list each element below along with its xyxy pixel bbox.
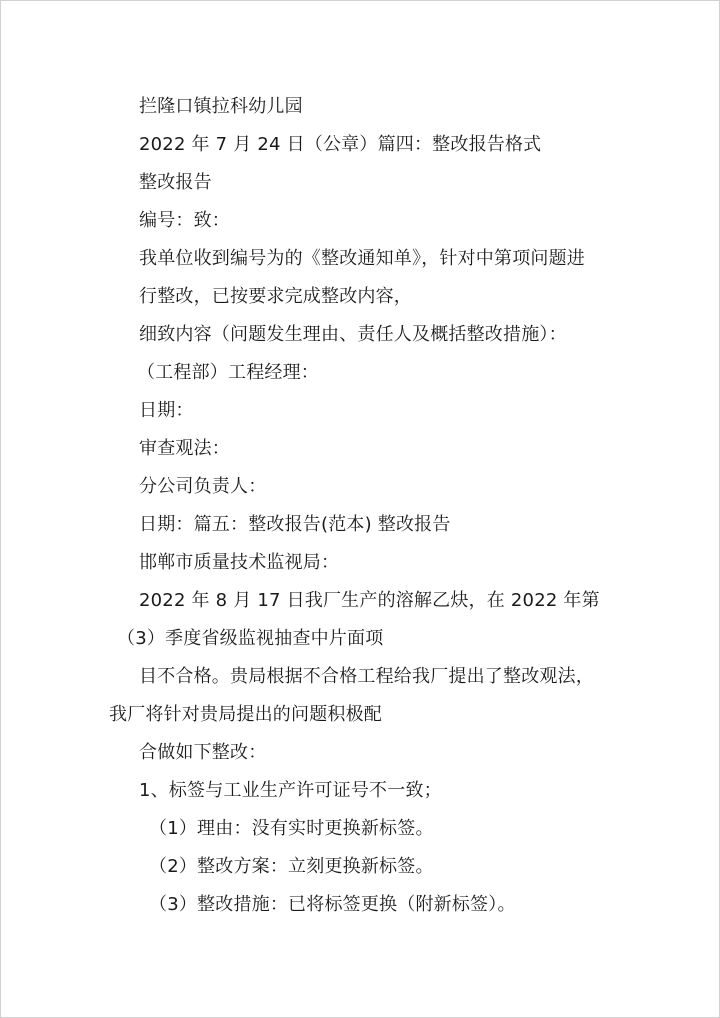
doc-line-5: 我单位收到编号为的《整改通知单》，针对中第项问题进 <box>139 248 585 269</box>
doc-line-7: 细致内容（问题发生理由、责任人及概括整改措施）： <box>139 324 567 345</box>
doc-line-3: 整改报告 <box>139 172 212 193</box>
doc-line-18: 合做如下整改： <box>139 742 267 763</box>
doc-line-20: （1）理由：没有实时更换新标签。 <box>149 818 434 839</box>
doc-line-12: 日期：篇五：整改报告(范本) 整改报告 <box>139 514 451 535</box>
doc-line-2: 2022 年 7 月 24 日（公章）篇四：整改报告格式 <box>139 134 542 155</box>
doc-line-16: 目不合格。贵局根据不合格工程给我厂提出了整改观法， <box>139 666 594 687</box>
doc-line-4: 编号：致： <box>139 210 230 231</box>
doc-line-11: 分公司负责人： <box>139 476 267 497</box>
doc-line-14: 2022 年 8 月 17 日我厂生产的溶解乙炔，在 2022 年第 <box>139 590 600 611</box>
doc-line-19: 1、标签与工业生产许可证号不一致； <box>139 780 442 801</box>
doc-line-9: 日期： <box>139 400 194 421</box>
doc-line-10: 审查观法： <box>139 438 230 459</box>
doc-line-22: （3）整改措施：已将标签更换（附新标签）。 <box>149 894 516 915</box>
doc-line-15: （3）季度省级监视抽查中片面项 <box>117 628 384 649</box>
doc-line-6: 行整改，已按要求完成整改内容， <box>139 286 412 307</box>
doc-line-8: （工程部）工程经理： <box>137 362 319 383</box>
doc-line-21: （2）整改方案：立刻更换新标签。 <box>149 856 434 877</box>
doc-line-13: 邯郸市质量技术监视局： <box>139 552 340 573</box>
doc-line-17: 我厂将针对贵局提出的问题积极配 <box>109 704 382 725</box>
doc-line-1: 拦隆口镇拉科幼儿园 <box>139 96 303 117</box>
